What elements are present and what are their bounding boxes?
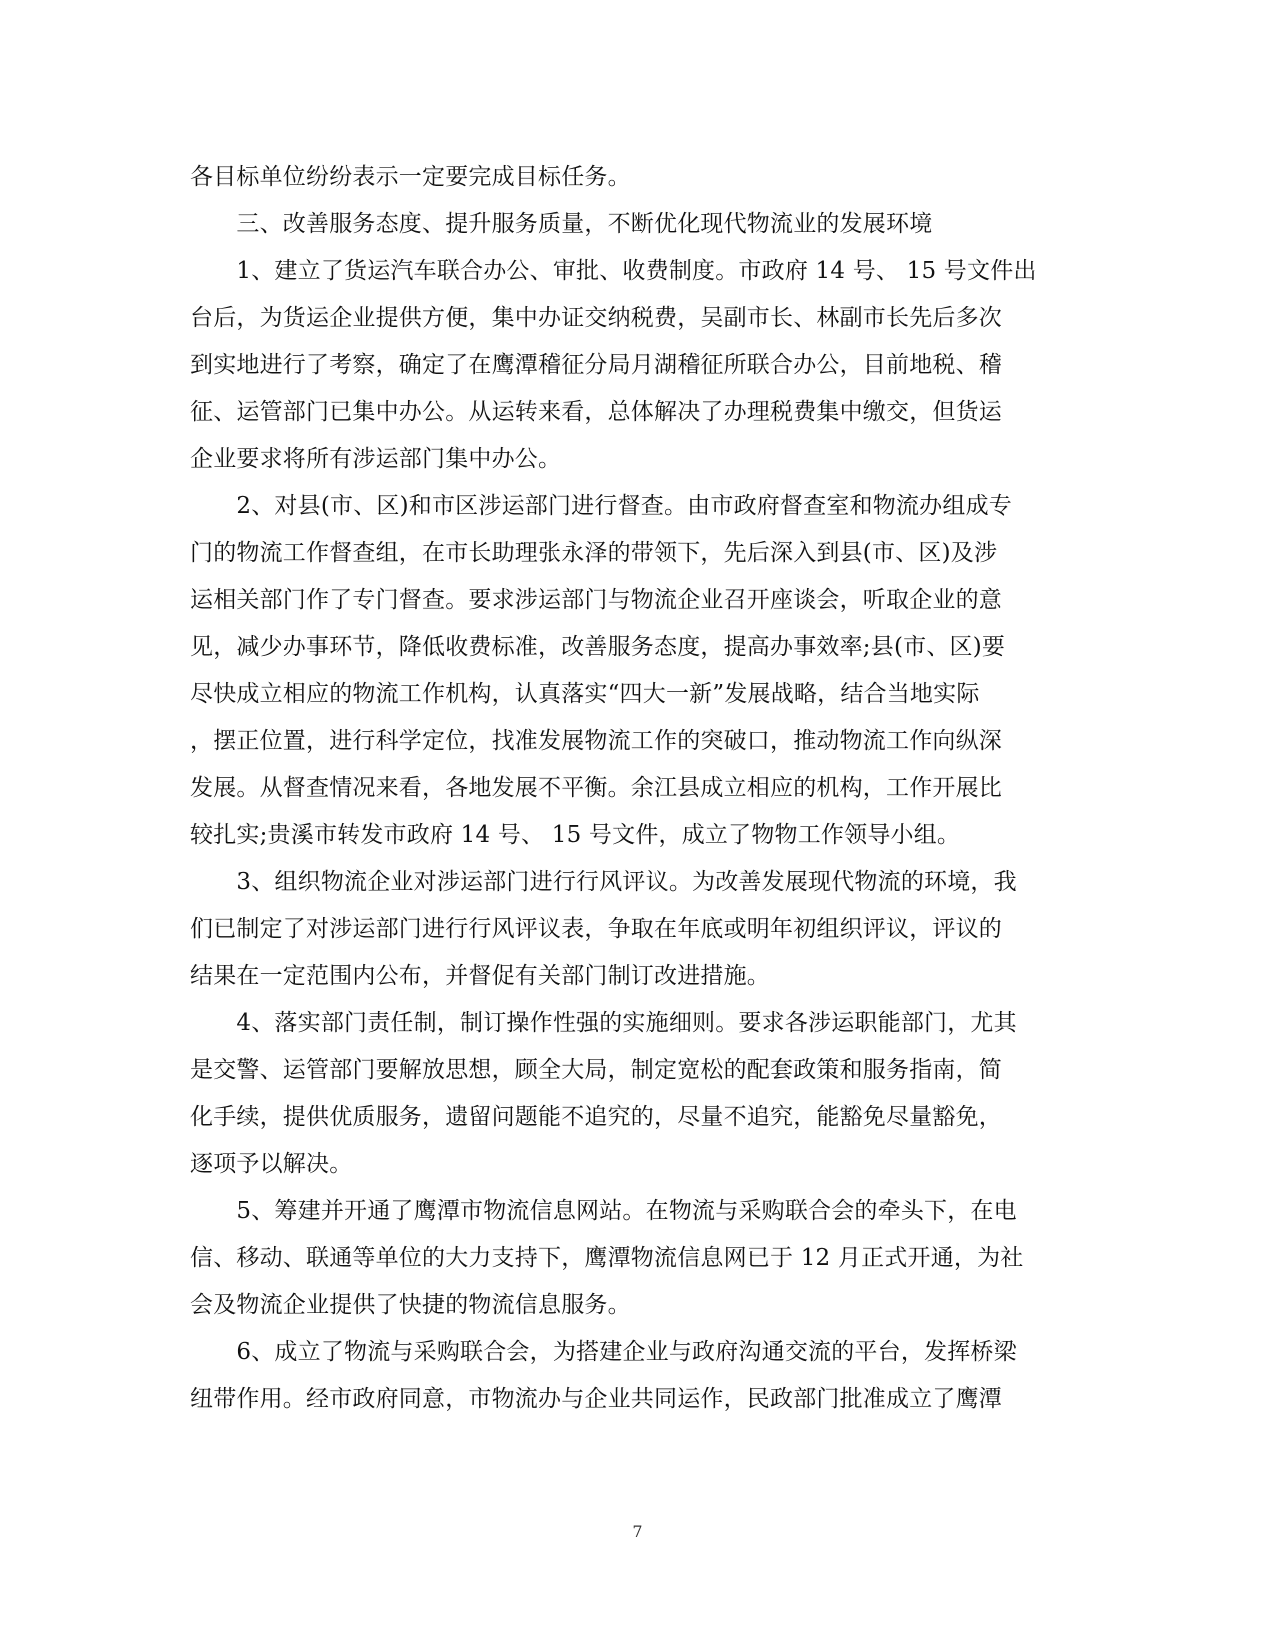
text-line: 3、组织物流企业对涉运部门进行行风评议。为改善发展现代物流的环境，我 bbox=[190, 869, 1017, 895]
text-line: 三、改善服务态度、提升服务质量，不断优化现代物流业的发展环境 bbox=[190, 211, 933, 237]
text-line: 尽快成立相应的物流工作机构，认真落实“四大一新”发展战略，结合当地实际 bbox=[190, 681, 980, 707]
text-line: 们已制定了对涉运部门进行行风评议表，争取在年底或明年初组织评议，评议的 bbox=[190, 916, 1002, 942]
page-number: 7 bbox=[632, 1522, 643, 1541]
text-line: 2、对县(市、区)和市区涉运部门进行督查。由市政府督查室和物流办组成专 bbox=[190, 493, 1012, 519]
text-line: 结果在一定范围内公布，并督促有关部门制订改进措施。 bbox=[190, 963, 770, 989]
text-line: 化手续，提供优质服务，遗留问题能不追究的，尽量不追究，能豁免尽量豁免， bbox=[190, 1104, 1002, 1130]
text-line: 各目标单位纷纷表示一定要完成目标任务。 bbox=[190, 164, 631, 190]
text-line: 4、落实部门责任制，制订操作性强的实施细则。要求各涉运职能部门，尤其 bbox=[190, 1010, 1017, 1036]
text-line: 运相关部门作了专门督查。要求涉运部门与物流企业召开座谈会，听取企业的意 bbox=[190, 587, 1002, 613]
text-line: 发展。从督查情况来看，各地发展不平衡。余江县成立相应的机构，工作开展比 bbox=[190, 775, 1002, 801]
text-line: 征、运管部门已集中办公。从运转来看，总体解决了办理税费集中缴交，但货运 bbox=[190, 399, 1002, 425]
text-line: 信、移动、联通等单位的大力支持下，鹰潭物流信息网已于 12 月正式开通，为社 bbox=[190, 1245, 1024, 1271]
text-line: 纽带作用。经市政府同意，市物流办与企业共同运作，民政部门批准成立了鹰潭 bbox=[190, 1386, 1002, 1412]
text-line: 6、成立了物流与采购联合会，为搭建企业与政府沟通交流的平台，发挥桥梁 bbox=[190, 1339, 1017, 1365]
text-line: 较扎实;贵溪市转发市政府 14 号、 15 号文件，成立了物物工作领导小组。 bbox=[190, 822, 961, 848]
text-line: 是交警、运管部门要解放思想，顾全大局，制定宽松的配套政策和服务指南，简 bbox=[190, 1057, 1002, 1083]
text-line: 5、筹建并开通了鹰潭市物流信息网站。在物流与采购联合会的牵头下，在电 bbox=[190, 1198, 1017, 1224]
text-line: 会及物流企业提供了快捷的物流信息服务。 bbox=[190, 1292, 631, 1318]
text-line: 逐项予以解决。 bbox=[190, 1151, 353, 1177]
text-line: 台后，为货运企业提供方便，集中办证交纳税费，吴副市长、林副市长先后多次 bbox=[190, 305, 1002, 331]
text-line: 门的物流工作督查组，在市长助理张永泽的带领下，先后深入到县(市、区)及涉 bbox=[190, 540, 998, 566]
text-line: 企业要求将所有涉运部门集中办公。 bbox=[190, 446, 562, 472]
text-line: 到实地进行了考察，确定了在鹰潭稽征分局月湖稽征所联合办公，目前地税、稽 bbox=[190, 352, 1002, 378]
text-line: 见，减少办事环节，降低收费标准，改善服务态度，提高办事效率;县(市、区)要 bbox=[190, 634, 1006, 660]
text-line: 1、建立了货运汽车联合办公、审批、收费制度。市政府 14 号、 15 号文件出 bbox=[190, 258, 1037, 284]
text-line: ，摆正位置，进行科学定位，找准发展物流工作的突破口，推动物流工作向纵深 bbox=[190, 728, 1002, 754]
